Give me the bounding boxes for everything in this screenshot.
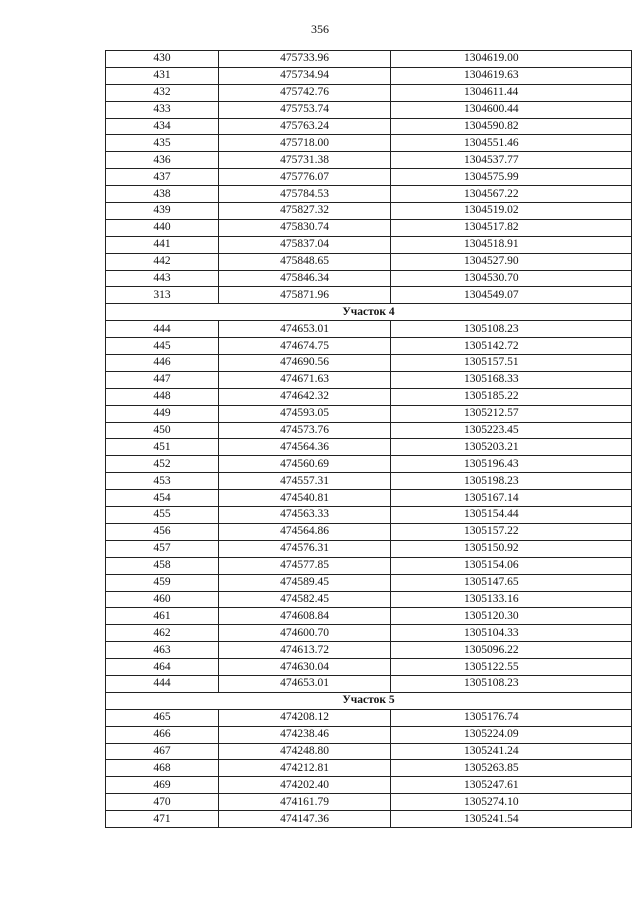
table-row: [106, 321, 632, 338]
x-coordinate-cell: 475718.00: [219, 135, 391, 152]
page-number: 356: [311, 22, 329, 36]
section-header-row: [106, 692, 632, 709]
point-number-cell: 462: [106, 625, 219, 642]
table-row: [106, 388, 632, 405]
y-coordinate-cell: 1305203.21: [391, 439, 632, 456]
table-row: [106, 540, 632, 557]
y-coordinate-cell: 1305196.43: [391, 456, 632, 473]
table-row: [106, 608, 632, 625]
y-coordinate-cell: 1305157.51: [391, 355, 632, 372]
x-coordinate-cell: 474557.31: [219, 473, 391, 490]
x-coordinate-cell: 474212.81: [219, 760, 391, 777]
point-number-cell: 434: [106, 118, 219, 135]
table-row: [106, 135, 632, 152]
y-coordinate-cell: 1305241.54: [391, 811, 632, 828]
table-row: [106, 642, 632, 659]
y-coordinate-cell: 1305154.06: [391, 557, 632, 574]
table-row: [106, 51, 632, 68]
point-number-cell: 448: [106, 388, 219, 405]
point-number-cell: 444: [106, 675, 219, 692]
point-number-cell: 457: [106, 540, 219, 557]
x-coordinate-cell: 474161.79: [219, 794, 391, 811]
table-row: [106, 67, 632, 84]
table-row: [106, 101, 632, 118]
y-coordinate-cell: 1304619.00: [391, 51, 632, 68]
point-number-cell: 463: [106, 642, 219, 659]
table-row: [106, 203, 632, 220]
y-coordinate-cell: 1304575.99: [391, 169, 632, 186]
table-row: [106, 405, 632, 422]
section-title: Участок 5: [106, 692, 632, 709]
point-number-cell: 459: [106, 574, 219, 591]
x-coordinate-cell: 474202.40: [219, 777, 391, 794]
point-number-cell: 470: [106, 794, 219, 811]
point-number-cell: 464: [106, 659, 219, 676]
x-coordinate-cell: 474563.33: [219, 507, 391, 524]
table-row: [106, 84, 632, 101]
x-coordinate-cell: 474690.56: [219, 355, 391, 372]
x-coordinate-cell: 474238.46: [219, 726, 391, 743]
y-coordinate-cell: 1305142.72: [391, 338, 632, 355]
x-coordinate-cell: 475776.07: [219, 169, 391, 186]
point-number-cell: 445: [106, 338, 219, 355]
y-coordinate-cell: 1304518.91: [391, 236, 632, 253]
y-coordinate-cell: 1305212.57: [391, 405, 632, 422]
y-coordinate-cell: 1304517.82: [391, 219, 632, 236]
x-coordinate-cell: 474589.45: [219, 574, 391, 591]
point-number-cell: 444: [106, 321, 219, 338]
x-coordinate-cell: 475742.76: [219, 84, 391, 101]
point-number-cell: 451: [106, 439, 219, 456]
y-coordinate-cell: 1305104.33: [391, 625, 632, 642]
x-coordinate-cell: 474653.01: [219, 321, 391, 338]
point-number-cell: 447: [106, 371, 219, 388]
x-coordinate-cell: 475830.74: [219, 219, 391, 236]
x-coordinate-cell: 475731.38: [219, 152, 391, 169]
section-header-row: [106, 304, 632, 321]
x-coordinate-cell: 475848.65: [219, 253, 391, 270]
table-row: [106, 523, 632, 540]
table-row: [106, 709, 632, 726]
y-coordinate-cell: 1305150.92: [391, 540, 632, 557]
table-row: [106, 473, 632, 490]
table-row: [106, 507, 632, 524]
point-number-cell: 442: [106, 253, 219, 270]
table-row: [106, 743, 632, 760]
table-row: [106, 169, 632, 186]
x-coordinate-cell: 474560.69: [219, 456, 391, 473]
table-row: [106, 456, 632, 473]
y-coordinate-cell: 1304600.44: [391, 101, 632, 118]
y-coordinate-cell: 1305096.22: [391, 642, 632, 659]
point-number-cell: 440: [106, 219, 219, 236]
table-row: [106, 675, 632, 692]
x-coordinate-cell: 474248.80: [219, 743, 391, 760]
y-coordinate-cell: 1305120.30: [391, 608, 632, 625]
x-coordinate-cell: 474573.76: [219, 422, 391, 439]
y-coordinate-cell: 1304567.22: [391, 186, 632, 203]
x-coordinate-cell: 474593.05: [219, 405, 391, 422]
point-number-cell: 455: [106, 507, 219, 524]
y-coordinate-cell: 1304527.90: [391, 253, 632, 270]
table-row: [106, 355, 632, 372]
y-coordinate-cell: 1304530.70: [391, 270, 632, 287]
y-coordinate-cell: 1304549.07: [391, 287, 632, 304]
point-number-cell: 433: [106, 101, 219, 118]
table-row: [106, 490, 632, 507]
table-row: [106, 219, 632, 236]
table-row: [106, 186, 632, 203]
point-number-cell: 454: [106, 490, 219, 507]
y-coordinate-cell: 1305108.23: [391, 321, 632, 338]
section-title: Участок 4: [106, 304, 632, 321]
y-coordinate-cell: 1305133.16: [391, 591, 632, 608]
table-row: [106, 777, 632, 794]
x-coordinate-cell: 474582.45: [219, 591, 391, 608]
table-row: [106, 760, 632, 777]
point-number-cell: 438: [106, 186, 219, 203]
table-row: [106, 811, 632, 828]
x-coordinate-cell: 474671.63: [219, 371, 391, 388]
x-coordinate-cell: 475784.53: [219, 186, 391, 203]
x-coordinate-cell: 475734.94: [219, 67, 391, 84]
y-coordinate-cell: 1305176.74: [391, 709, 632, 726]
point-number-cell: 430: [106, 51, 219, 68]
table-row: [106, 794, 632, 811]
x-coordinate-cell: 475827.32: [219, 203, 391, 220]
point-number-cell: 471: [106, 811, 219, 828]
point-number-cell: 456: [106, 523, 219, 540]
table-row: [106, 591, 632, 608]
point-number-cell: 465: [106, 709, 219, 726]
table-row: [106, 338, 632, 355]
x-coordinate-cell: 475837.04: [219, 236, 391, 253]
y-coordinate-cell: 1305185.22: [391, 388, 632, 405]
table-row: [106, 152, 632, 169]
y-coordinate-cell: 1305198.23: [391, 473, 632, 490]
table-row: [106, 287, 632, 304]
point-number-cell: 313: [106, 287, 219, 304]
x-coordinate-cell: 474642.32: [219, 388, 391, 405]
y-coordinate-cell: 1305122.55: [391, 659, 632, 676]
table-row: [106, 118, 632, 135]
point-number-cell: 468: [106, 760, 219, 777]
table-row: [106, 659, 632, 676]
table-row: [106, 557, 632, 574]
point-number-cell: 453: [106, 473, 219, 490]
point-number-cell: 466: [106, 726, 219, 743]
table-row: [106, 439, 632, 456]
y-coordinate-cell: 1305147.65: [391, 574, 632, 591]
y-coordinate-cell: 1304619.63: [391, 67, 632, 84]
table-row: [106, 371, 632, 388]
y-coordinate-cell: 1304537.77: [391, 152, 632, 169]
point-number-cell: 437: [106, 169, 219, 186]
coordinates-table-body: [106, 51, 632, 828]
coordinates-table: [105, 50, 632, 828]
x-coordinate-cell: 475763.24: [219, 118, 391, 135]
x-coordinate-cell: 474630.04: [219, 659, 391, 676]
x-coordinate-cell: 474674.75: [219, 338, 391, 355]
y-coordinate-cell: 1305154.44: [391, 507, 632, 524]
x-coordinate-cell: 474564.36: [219, 439, 391, 456]
y-coordinate-cell: 1304519.02: [391, 203, 632, 220]
y-coordinate-cell: 1305224.09: [391, 726, 632, 743]
table-row: [106, 253, 632, 270]
table-row: [106, 625, 632, 642]
point-number-cell: 458: [106, 557, 219, 574]
y-coordinate-cell: 1305223.45: [391, 422, 632, 439]
x-coordinate-cell: 475733.96: [219, 51, 391, 68]
x-coordinate-cell: 474540.81: [219, 490, 391, 507]
y-coordinate-cell: 1305241.24: [391, 743, 632, 760]
y-coordinate-cell: 1304590.82: [391, 118, 632, 135]
table-row: [106, 574, 632, 591]
y-coordinate-cell: 1305157.22: [391, 523, 632, 540]
point-number-cell: 446: [106, 355, 219, 372]
y-coordinate-cell: 1305274.10: [391, 794, 632, 811]
table-row: [106, 422, 632, 439]
y-coordinate-cell: 1305263.85: [391, 760, 632, 777]
y-coordinate-cell: 1305167.14: [391, 490, 632, 507]
point-number-cell: 443: [106, 270, 219, 287]
point-number-cell: 439: [106, 203, 219, 220]
table-row: [106, 726, 632, 743]
x-coordinate-cell: 474653.01: [219, 675, 391, 692]
point-number-cell: 449: [106, 405, 219, 422]
x-coordinate-cell: 474613.72: [219, 642, 391, 659]
x-coordinate-cell: 475753.74: [219, 101, 391, 118]
table-row: [106, 236, 632, 253]
point-number-cell: 469: [106, 777, 219, 794]
y-coordinate-cell: 1304611.44: [391, 84, 632, 101]
x-coordinate-cell: 474576.31: [219, 540, 391, 557]
point-number-cell: 461: [106, 608, 219, 625]
point-number-cell: 441: [106, 236, 219, 253]
x-coordinate-cell: 474147.36: [219, 811, 391, 828]
x-coordinate-cell: 474608.84: [219, 608, 391, 625]
point-number-cell: 436: [106, 152, 219, 169]
point-number-cell: 467: [106, 743, 219, 760]
point-number-cell: 435: [106, 135, 219, 152]
x-coordinate-cell: 474577.85: [219, 557, 391, 574]
point-number-cell: 460: [106, 591, 219, 608]
x-coordinate-cell: 474600.70: [219, 625, 391, 642]
point-number-cell: 431: [106, 67, 219, 84]
point-number-cell: 452: [106, 456, 219, 473]
x-coordinate-cell: 474564.86: [219, 523, 391, 540]
y-coordinate-cell: 1305108.23: [391, 675, 632, 692]
x-coordinate-cell: 475846.34: [219, 270, 391, 287]
y-coordinate-cell: 1305247.61: [391, 777, 632, 794]
point-number-cell: 432: [106, 84, 219, 101]
table-row: [106, 270, 632, 287]
x-coordinate-cell: 474208.12: [219, 709, 391, 726]
point-number-cell: 450: [106, 422, 219, 439]
x-coordinate-cell: 475871.96: [219, 287, 391, 304]
y-coordinate-cell: 1304551.46: [391, 135, 632, 152]
y-coordinate-cell: 1305168.33: [391, 371, 632, 388]
